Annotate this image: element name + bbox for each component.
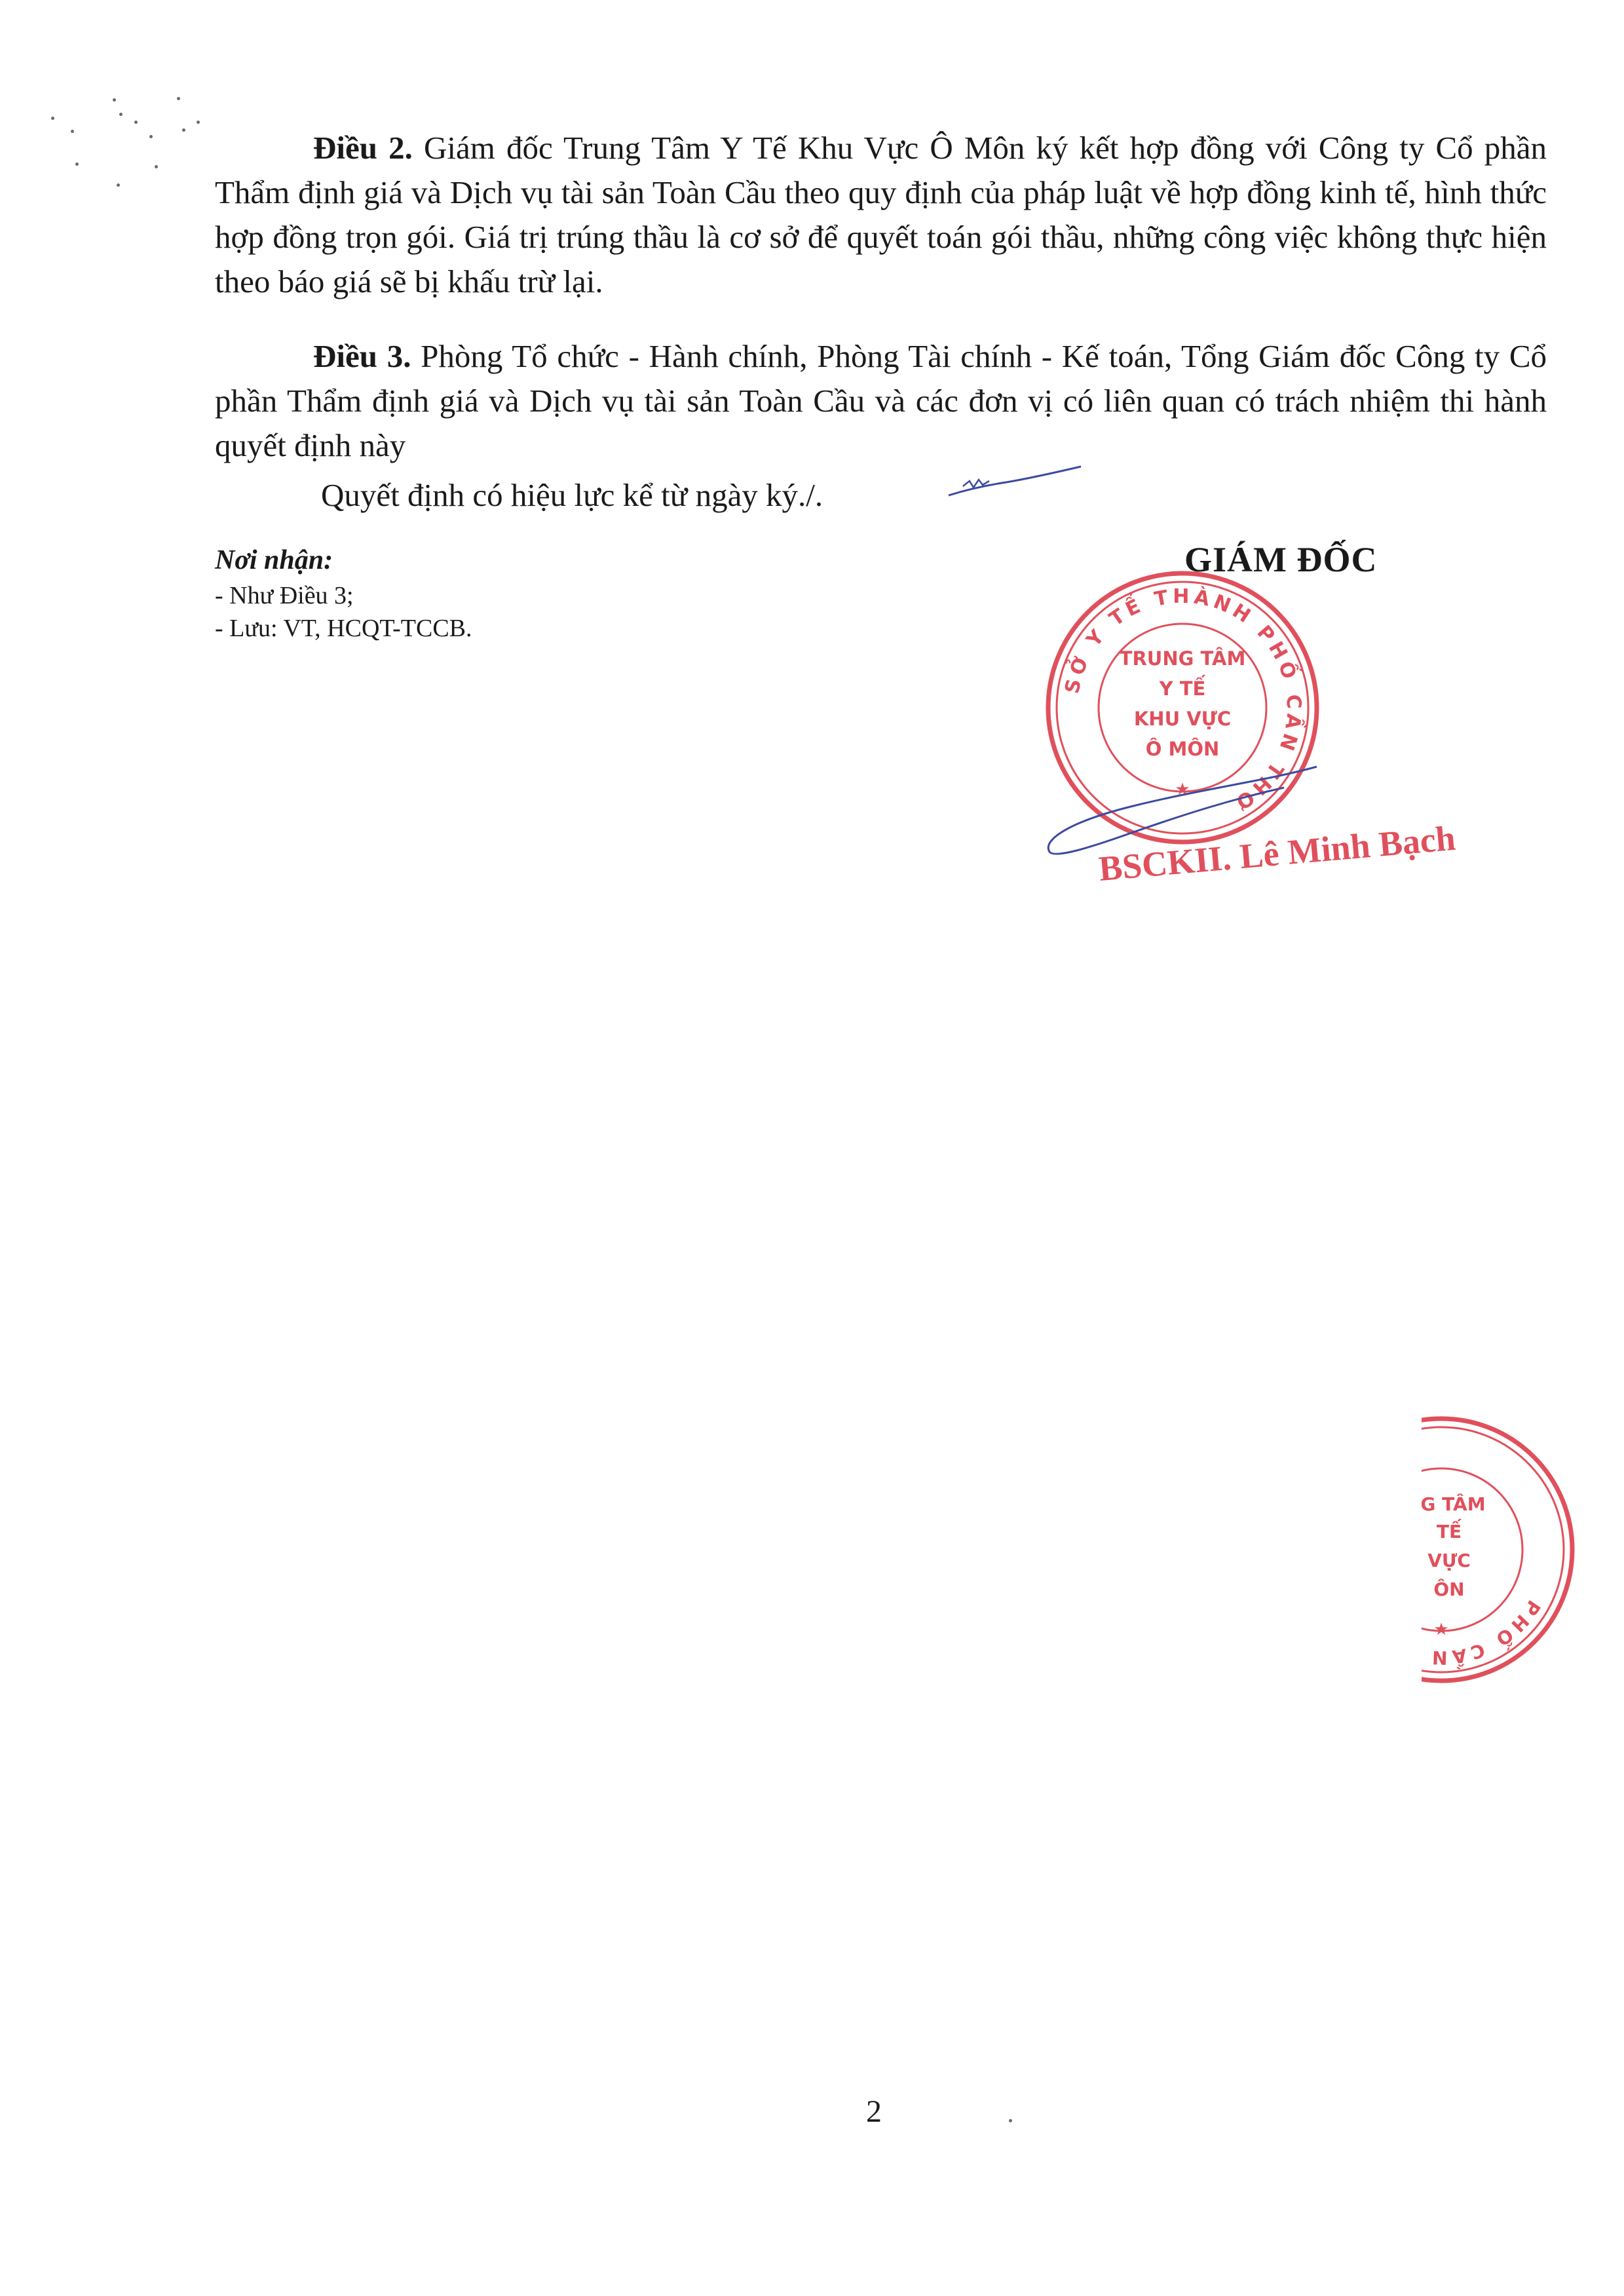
svg-text:Y TẾ: Y TẾ	[1159, 678, 1206, 700]
svg-text:KHU VỰC: KHU VỰC	[1133, 708, 1232, 730]
partial-seal	[1359, 1412, 1579, 1687]
article-2-paragraph	[215, 126, 1547, 304]
signature-title: GIÁM ĐỐC	[1184, 540, 1378, 579]
signer-name: BSCKII. Lê Minh Bạch	[1097, 818, 1457, 889]
article-3-paragraph	[215, 334, 1547, 468]
article-2-label: Điều 2.	[313, 130, 413, 166]
article-2-text: Giám đốc Trung Tâm Y Tế Khu Vực Ô Môn ký kết hợp đồng với Công ty Cổ phần Thẩm định giá và Dịch vụ tài sản Toàn Cầu theo quy định của pháp luật về hợp đồng kinh tế, hình thức hợp đồng trọn gói. Giá trị trúng thầu là cơ sở để quyết toán gói thầu, những công việc không thực hiện theo báo giá sẽ bị khấu trừ lại.	[215, 130, 1547, 299]
svg-text:VỰC: VỰC	[1427, 1550, 1471, 1571]
article-3-text: Phòng Tổ chức - Hành chính, Phòng Tài chính - Kế toán, Tổng Giám đốc Công ty Cổ phần Thẩm định giá và Dịch vụ tài sản Toàn Cầu và các đơn vị có liên quan có trách nhiệm thi hành quyết định này	[215, 338, 1547, 463]
article-3-label: Điều 3.	[313, 338, 411, 374]
svg-text:★: ★	[1433, 1620, 1449, 1639]
svg-text:G TÂM: G TÂM	[1420, 1493, 1486, 1515]
svg-text:ÔN: ÔN	[1433, 1578, 1465, 1600]
svg-text:TẾ: TẾ	[1436, 1521, 1462, 1542]
svg-text:PHỐ CẦN THƠ: PHỐ CẦN THƠ	[1359, 1596, 1545, 1669]
svg-text:Ô MÔN: Ô MÔN	[1145, 738, 1220, 760]
svg-text:SỞ Y TẾ THÀNH PHỐ CẦN THƠ: SỞ Y TẾ THÀNH PHỐ CẦN THƠ	[1061, 584, 1306, 816]
recipients-title: Nơi nhận:	[215, 545, 333, 575]
recipient-item: - Lưu: VT, HCQT-TCCB.	[215, 615, 472, 642]
initials-scribble	[943, 459, 1087, 511]
page-number: 2	[866, 2094, 882, 2129]
effect-statement: Quyết định có hiệu lực kể từ ngày ký./.	[321, 477, 823, 513]
recipient-item: - Như Điều 3;	[215, 582, 354, 609]
svg-text:★: ★	[1175, 780, 1190, 799]
svg-text:TRUNG TÂM: TRUNG TÂM	[1119, 647, 1246, 670]
recipients-block	[215, 541, 804, 645]
